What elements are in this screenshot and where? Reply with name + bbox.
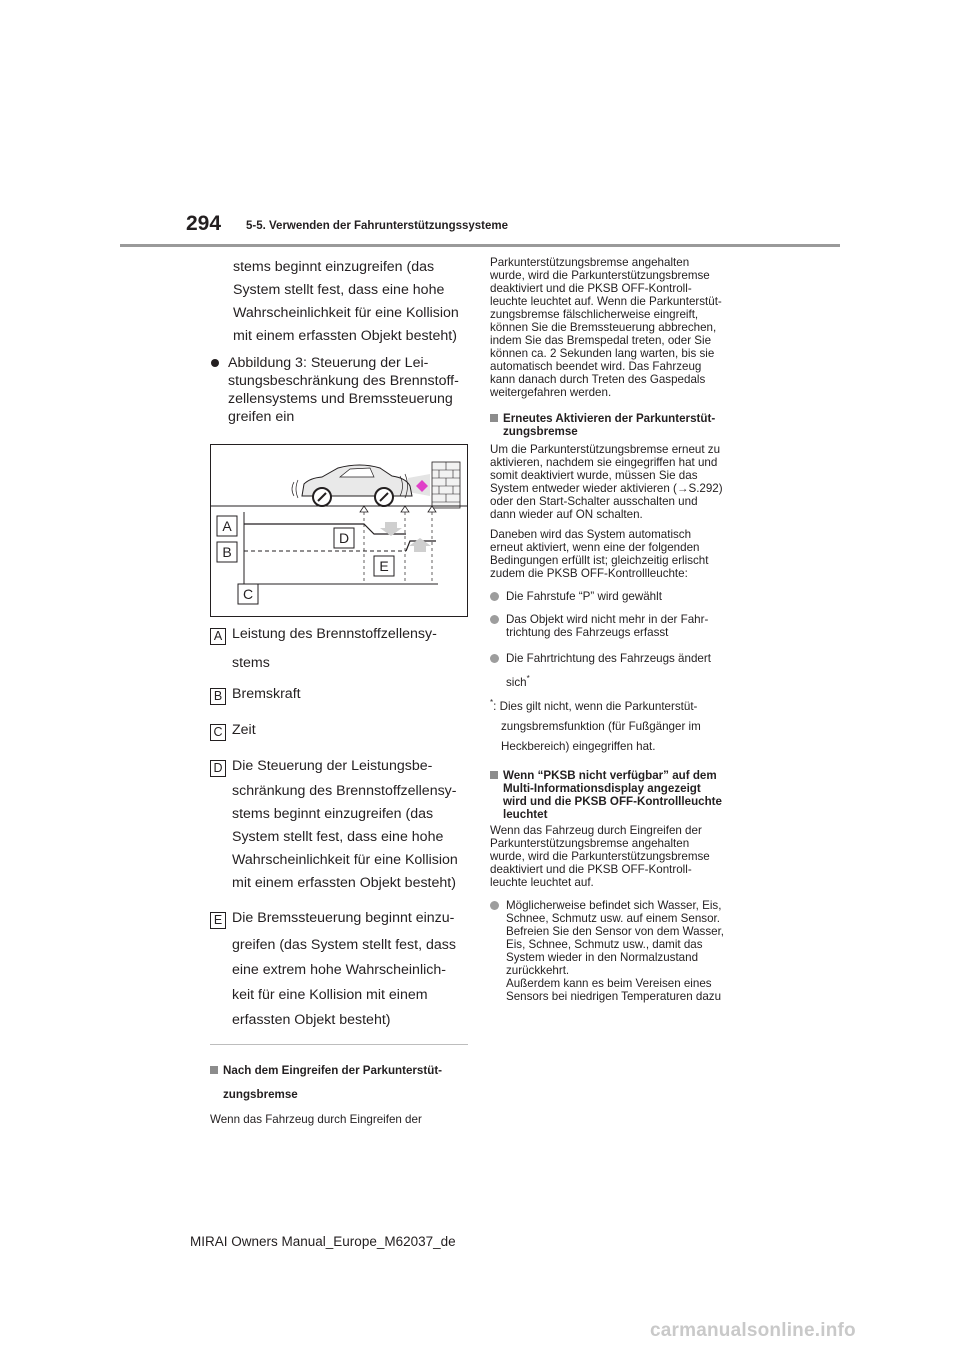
bullet-dot-icon <box>490 901 499 910</box>
text-line: Wenn das Fahrzeug durch Eingreifen der <box>490 823 702 837</box>
heading-square-icon <box>490 414 498 422</box>
text-line: Wahrscheinlichkeit für eine Kollision <box>232 852 458 868</box>
legend-badge: D <box>210 760 226 777</box>
text-line: Leistung des Brennstoffzellensy- <box>232 626 437 642</box>
section-heading-line: zungsbremse <box>223 1088 298 1102</box>
paragraph-3 <box>490 528 755 580</box>
bullet-dot-icon <box>490 654 499 663</box>
paragraph-1 <box>490 256 755 399</box>
text-line: automatisch beendet wird. Das Fahrzeug <box>490 360 702 373</box>
section-heading-line: wird und die PKSB OFF-Kontrollleuchte <box>503 794 722 808</box>
text-line: wurde, wird die Parkunterstützungsbremse <box>490 269 710 282</box>
figure-label-c: C <box>242 586 254 602</box>
figure-caption-bullet <box>210 354 470 426</box>
text-line: System entweder wieder aktivieren (→S.292) <box>490 482 723 495</box>
text-line: stems <box>232 655 270 671</box>
figure-label-e: E <box>379 558 389 574</box>
footnote-marker: * <box>490 697 494 707</box>
figure-label-b: B <box>222 544 232 560</box>
text-line: zungsbremse fälschlicherweise eingreift, <box>490 308 699 321</box>
text-line: Die Fahrstufe “P” wird gewählt <box>506 590 662 603</box>
footnote <box>490 693 755 757</box>
section-title: 5-5. Verwenden der Fahrunterstützungssysteme <box>246 220 509 232</box>
text-line: Schnee, Schmutz usw. auf einem Sensor. <box>506 911 720 925</box>
text-line: sich <box>506 675 527 689</box>
text-line: leuchte leuchtet auf. <box>490 875 594 889</box>
text-line: eine extrem hohe Wahrscheinlich- <box>232 962 446 978</box>
figure-label-a: A <box>222 518 232 534</box>
control-diagram <box>210 444 468 617</box>
text-line: somit deaktiviert wurde, müssen Sie das <box>490 469 698 482</box>
list-item <box>490 649 755 693</box>
text-line: Wahrscheinlichkeit für eine Kollision <box>233 305 459 321</box>
text-line: zungsbremsfunktion (für Fußgänger im <box>501 719 701 733</box>
text-line: greifen (das System stellt fest, dass <box>232 937 456 953</box>
figure-label-d: D <box>338 530 350 546</box>
footnote-marker: * <box>526 674 530 683</box>
text-line: deaktiviert und die PKSB OFF-Kontroll- <box>490 282 692 295</box>
bullet-dot-icon <box>211 359 219 367</box>
section-heading-line: Wenn “PKSB nicht verfügbar” auf dem <box>503 768 717 782</box>
text-line: trichtung des Fahrzeugs erfasst <box>506 626 669 639</box>
header-divider <box>120 244 840 247</box>
text-line: Die Steuerung der Leistungsbe- <box>232 758 433 774</box>
heading-square-icon <box>490 771 498 779</box>
text-line: System stellt fest, dass eine hohe <box>232 829 444 845</box>
text-line: wurde, wird die Parkunterstützungsbremse <box>490 849 710 863</box>
legend-badge: B <box>210 688 226 705</box>
text-line: aktivieren, nachdem sie eingegriffen hat und <box>490 456 718 469</box>
text-line: Außerdem kann es beim Vereisen eines <box>506 976 712 990</box>
text-line: stungsbeschränkung des Brennstoff- <box>228 373 459 389</box>
text-line: System wieder in den Normalzustand <box>506 950 699 964</box>
body-text: Wenn das Fahrzeug durch Eingreifen der <box>210 1112 422 1126</box>
text-line: Zeit <box>232 722 256 738</box>
section-heading-line: Multi-Informationsdisplay angezeigt <box>503 781 701 795</box>
text-line: oder den Start-Schalter ausschalten und <box>490 495 698 508</box>
text-line: Parkunterstützungsbremse angehalten <box>490 836 690 850</box>
list-item <box>490 590 755 603</box>
heading-square-icon <box>210 1066 218 1074</box>
text-line: Möglicherweise befindet sich Wasser, Eis, <box>506 898 722 912</box>
wall-icon <box>432 462 460 508</box>
text-line: können ca. 2 Sekunden lang warten, bis sie <box>490 347 715 360</box>
intro-text <box>210 256 470 348</box>
text-line: Sensors bei niedrigen Temperaturen dazu <box>506 989 722 1003</box>
text-line: stems beginnt einzugreifen (das <box>233 259 435 275</box>
text-line: Das Objekt wird nicht mehr in der Fahr- <box>506 613 709 626</box>
text-line: leuchte leuchtet auf. Wenn die Parkunterstüt- <box>490 295 722 308</box>
text-line: deaktiviert und die PKSB OFF-Kontroll- <box>490 862 692 876</box>
bullet-dot-icon <box>490 592 499 601</box>
text-line: indem Sie das Bremspedal treten, oder Sie <box>490 334 712 347</box>
text-line: dann wieder auf ON schalten. <box>490 508 643 521</box>
footer-manual-id: MIRAI Owners Manual_Europe_M62037_de <box>190 1234 456 1249</box>
text-line: : Dies gilt nicht, wenn die Parkunterstüt- <box>493 699 698 713</box>
legend-badge: E <box>210 912 226 929</box>
text-line: zellensystems und Bremssteuerung <box>228 391 453 407</box>
paragraph-4 <box>490 824 755 889</box>
section-heading-line: leuchtet <box>503 807 548 821</box>
text-line: mit einem erfassten Objekt besteht) <box>232 875 456 891</box>
text-line: erneut aktiviert, wenn eine der folgenden <box>490 541 700 554</box>
text-line: Die Bremssteuerung beginnt einzu- <box>232 910 455 926</box>
right-column <box>490 256 755 1003</box>
text-line: zudem die PKSB OFF-Kontrollleuchte: <box>490 567 688 580</box>
text-line: weitergefahren werden. <box>490 386 612 399</box>
text-line: stems beginnt einzugreifen (das <box>232 806 434 822</box>
text-line: können Sie die Bremssteuerung abbrechen, <box>490 321 717 334</box>
text-line: mit einem erfassten Objekt besteht) <box>233 328 457 344</box>
text-line: keit für eine Kollision mit einem <box>232 987 428 1003</box>
section-divider <box>210 1044 468 1045</box>
text-line: System stellt fest, dass eine hohe <box>233 282 445 298</box>
text-line: Daneben wird das System automatisch <box>490 528 692 541</box>
watermark: carmanualsonline.info <box>650 1320 856 1341</box>
text-line: Abbildung 3: Steuerung der Lei- <box>228 355 429 371</box>
section-heading-line: Nach dem Eingreifen der Parkunterstüt- <box>223 1063 443 1077</box>
text-line: erfassten Objekt besteht) <box>232 1012 391 1028</box>
text-line: Um die Parkunterstützungsbremse erneut zu <box>490 443 721 456</box>
text-line: kann danach durch Treten des Gaspedals <box>490 373 706 386</box>
section-heading-line: Erneutes Aktivieren der Parkunterstüt- <box>503 412 716 425</box>
text-line: zurückkehrt. <box>506 963 570 977</box>
paragraph-2 <box>490 443 755 521</box>
section-heading-line: zungsbremse <box>503 425 578 438</box>
page-number: 294 <box>186 212 222 235</box>
text-line: Parkunterstützungsbremse angehalten <box>490 256 690 269</box>
section-after-braking <box>210 1052 475 1137</box>
section-reactivate-heading <box>490 412 755 438</box>
legend-badge: C <box>210 724 226 741</box>
text-line: Die Fahrtrichtung des Fahrzeugs ändert <box>506 652 711 665</box>
list-item <box>490 613 755 639</box>
text-line: Bedingungen erfüllt ist; gleichzeitig erlischt <box>490 554 709 567</box>
text-line: Befreien Sie den Sensor von dem Wasser, <box>506 924 725 938</box>
text-line: Bremskraft <box>232 686 301 702</box>
section-unavailable-heading <box>490 769 755 821</box>
bullet-dot-icon <box>490 615 499 624</box>
text-line: Heckbereich) eingegriffen hat. <box>501 739 656 753</box>
text-line: greifen ein <box>228 409 295 425</box>
list-item <box>490 899 755 1003</box>
text-line: Eis, Schnee, Schmutz usw., damit das <box>506 937 703 951</box>
legend-badge: A <box>210 628 226 645</box>
text-line: schränkung des Brennstoffzellensy- <box>232 783 457 799</box>
